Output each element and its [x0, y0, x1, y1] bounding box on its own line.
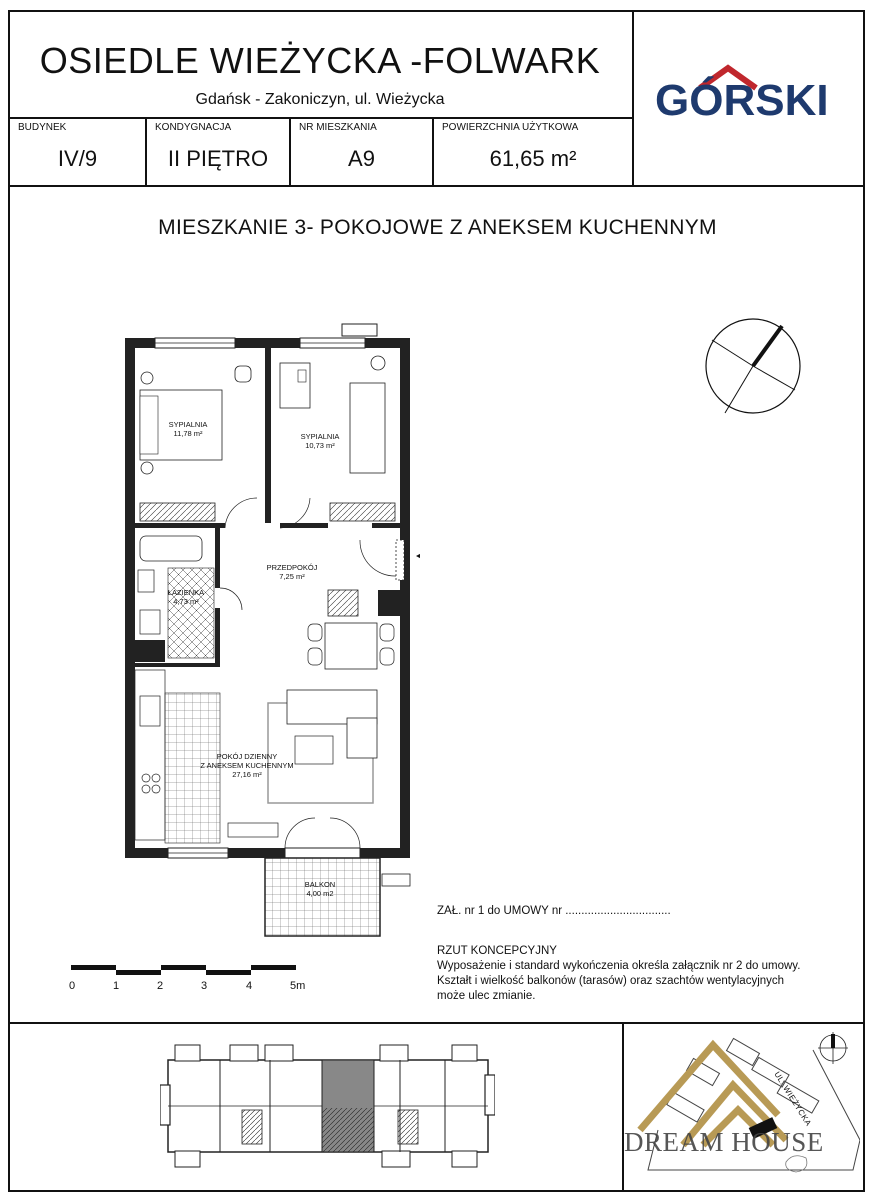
scale-tick: 3 [201, 980, 208, 992]
room-name: POKÓJ DZIENNY [216, 752, 278, 761]
room-name: SYPIALNIA [300, 432, 340, 441]
room-hallway [262, 563, 322, 581]
site-plan [628, 1030, 860, 1190]
footer-divider [622, 1022, 624, 1192]
attachment-line: ZAŁ. nr 1 do UMOWY nr ................................. [437, 905, 671, 917]
room-bedroom-1 [158, 420, 218, 438]
room-balcony [290, 880, 350, 898]
room-bathroom [158, 588, 214, 606]
room-area: 4,73 m² [173, 597, 199, 606]
room-name: BALKON [304, 880, 336, 889]
flat-number-label: NR MIESZKANIA [299, 122, 377, 133]
room-name: PRZEDPOKÓJ [266, 563, 318, 572]
note-line: może ulec zmianie. [437, 990, 536, 1002]
floor-label: KONDYGNACJA [155, 122, 232, 133]
north-arrow [700, 318, 806, 418]
floor-value: II PIĘTRO [167, 146, 269, 171]
flat-type-heading: MIESZKANIE 3- POKOJOWE Z ANEKSEM KUCHENNYM [158, 216, 717, 239]
room-area: 4,00 m2 [306, 889, 334, 898]
scale-tick: 5m [290, 980, 306, 992]
notes-heading: RZUT KONCEPCYJNY [437, 945, 557, 957]
note-line: Kształt i wielkość balkonów (tarasów) oraz szachtów wentylacyjnych [437, 975, 785, 987]
scale-bar [70, 963, 300, 975]
header-bottom-rule [8, 185, 865, 187]
dream-house-watermark: DREAM HOUSE [624, 1127, 824, 1157]
room-name: ŁAZIENKA [167, 588, 205, 597]
room-name-2: Z ANEKSEM KUCHENNYM [200, 761, 294, 770]
room-name: SYPIALNIA [168, 420, 208, 429]
street-label: UL. WIEŻYCKA [772, 1070, 814, 1128]
room-living [192, 752, 302, 779]
room-area: 7,25 m² [279, 572, 305, 581]
floor-plan [120, 318, 420, 940]
header-rule [8, 117, 634, 119]
room-area: 27,16 m² [232, 770, 262, 779]
area-value: 61,65 m² [489, 146, 577, 171]
building-value: IV/9 [57, 146, 98, 171]
scale-tick: 0 [69, 980, 76, 992]
room-bedroom-2 [290, 432, 350, 450]
header-divider [632, 10, 634, 185]
scale-tick: 1 [113, 980, 120, 992]
scale-tick: 4 [246, 980, 253, 992]
room-area: 11,78 m² [173, 429, 203, 438]
building-label: BUDYNEK [18, 122, 67, 133]
room-area: 10,73 m² [305, 441, 335, 450]
project-location: Gdańsk - Zakoniczyn, ul. Wieżycka [195, 91, 445, 108]
footer-rule [8, 1022, 865, 1024]
building-key-plan [160, 1040, 495, 1175]
area-label: POWIERZCHNIA UŻYTKOWA [442, 122, 579, 133]
note-line: Wyposażenie i standard wykończenia określa załącznik nr 2 do umowy. [437, 960, 801, 972]
logo-text: GÓRSKI [655, 76, 829, 125]
project-title: OSIEDLE WIEŻYCKA -FOLWARK [39, 40, 601, 81]
scale-tick: 2 [157, 980, 164, 992]
gorski-logo [650, 60, 860, 125]
flat-number-value: A9 [348, 146, 375, 171]
